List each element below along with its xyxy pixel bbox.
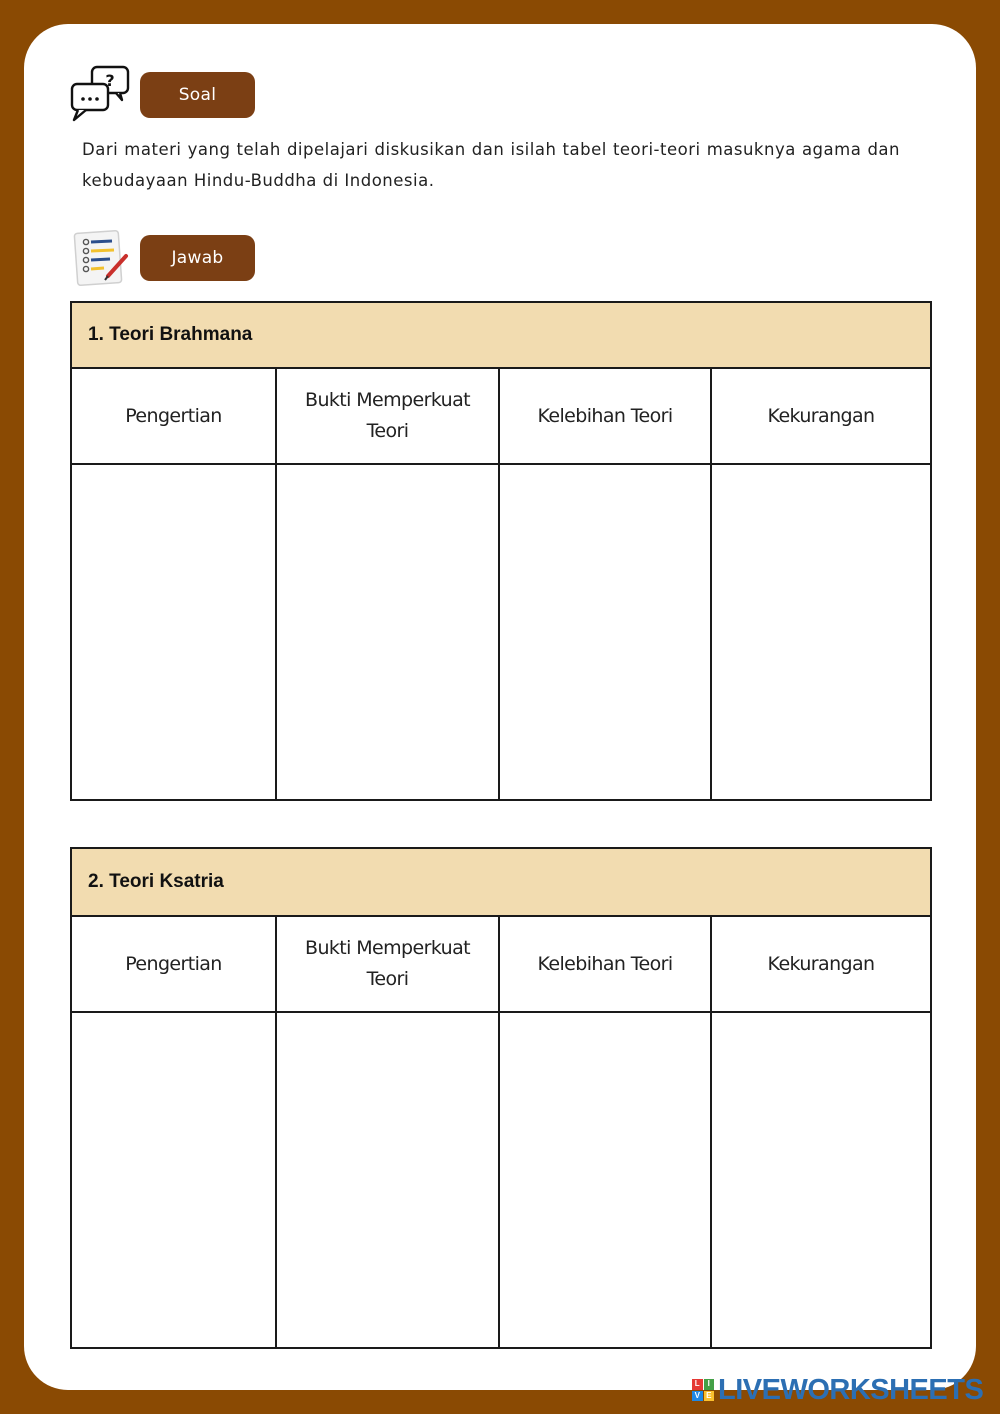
theory-table-brahmana: [70, 301, 932, 801]
liveworksheets-watermark: [692, 1374, 983, 1406]
column-header-kelebihan: Kelebihan Teori: [499, 368, 711, 464]
answer-cell-kelebihan[interactable]: [499, 1012, 711, 1348]
watermark-text: LIVEWORKSHEETS: [718, 1373, 984, 1406]
question-text: Dari materi yang telah dipelajari diskusikan dan isilah tabel teori-teori masuknya agama dan kebudayaan Hindu-Buddha di Indonesia.: [82, 140, 900, 190]
answer-cell-bukti[interactable]: [276, 464, 499, 800]
answer-cell-pengertian[interactable]: [71, 464, 276, 800]
column-header-kekurangan: Kekurangan: [711, 368, 931, 464]
column-header-kekurangan: Kekurangan: [711, 916, 931, 1012]
column-header-pengertian: Pengertian: [71, 368, 276, 464]
answer-cell-kekurangan[interactable]: [711, 1012, 931, 1348]
table-title: 1. Teori Brahmana: [71, 302, 931, 368]
column-header-bukti: Bukti Memperkuat Teori: [276, 916, 499, 1012]
jawab-label: Jawab: [140, 235, 255, 281]
answer-cell-kelebihan[interactable]: [499, 464, 711, 800]
column-header-kelebihan: Kelebihan Teori: [499, 916, 711, 1012]
question-chat-icon: [70, 64, 132, 126]
column-header-pengertian: Pengertian: [71, 916, 276, 1012]
soal-label: Soal: [140, 72, 255, 118]
answer-cell-bukti[interactable]: [276, 1012, 499, 1348]
svg-text:?: ?: [105, 71, 115, 90]
column-header-bukti: Bukti Memperkuat Teori: [276, 368, 499, 464]
theory-table-ksatria: [70, 847, 932, 1349]
table-title: 2. Teori Ksatria: [71, 848, 931, 916]
checklist-icon: [70, 228, 132, 290]
liveworksheets-logo-icon: L I V E: [692, 1379, 714, 1401]
answer-cell-kekurangan[interactable]: [711, 464, 931, 800]
answer-cell-pengertian[interactable]: [71, 1012, 276, 1348]
